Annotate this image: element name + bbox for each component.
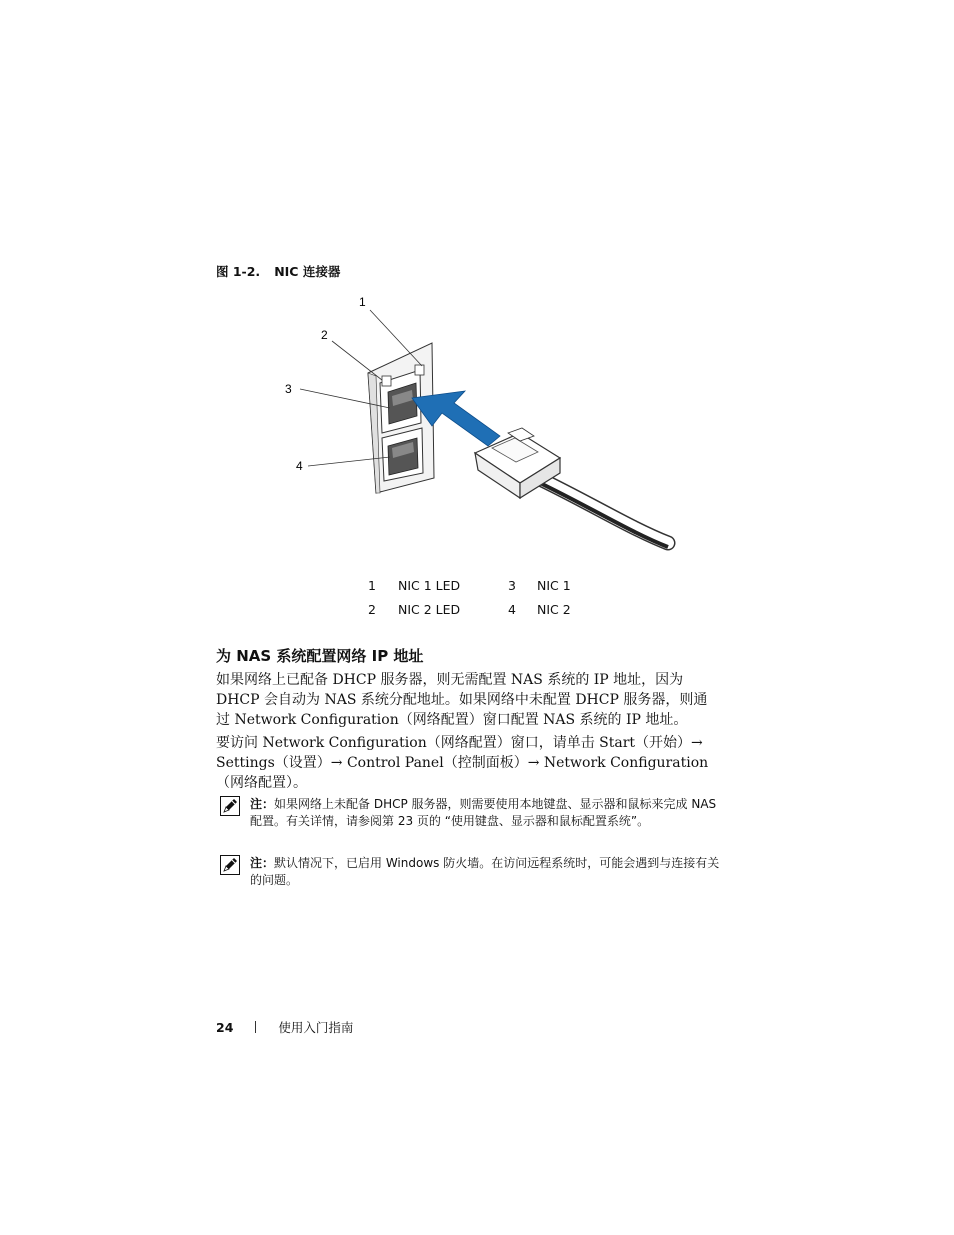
legend-row (360, 602, 620, 626)
legend-row (360, 578, 620, 602)
legend-number: 3 (508, 578, 516, 593)
figure-legend (360, 578, 620, 626)
note-text (250, 796, 720, 830)
page-number: 24 (216, 1020, 234, 1035)
paragraph-dhcp: 如果网络上已配备 DHCP 服务器，则无需配置 NAS 系统的 IP 地址，因为 DHCP 会自动为 NAS 系统分配地址。如果网络中未配置 DHCP 服务器，则通过 Network Configuration（网络配置）窗口配置 NAS 系统的 IP 地址。 (216, 672, 708, 728)
note-pencil-icon (220, 796, 240, 816)
paragraph-access-network-config: 要访问 Network Configuration（网络配置）窗口，请单击 Start（开始）→ Settings（设置）→ Control Panel（控制面板）→ Network Configuration（网络配置）。 (216, 735, 709, 791)
page-footer (216, 1018, 353, 1036)
callout-2: 2 (321, 328, 328, 342)
note-body: 默认情况下，已启用 Windows 防火墙。在访问远程系统时，可能会遇到与连接有关的问题。 (250, 856, 720, 887)
note-text (250, 855, 720, 889)
nic-connector-figure (270, 288, 690, 553)
footer-separator (255, 1021, 256, 1033)
note-body: 如果网络上未配备 DHCP 服务器，则需要使用本地键盘、显示器和鼠标来完成 NAS 配置。有关详情，请参阅第 23 页的 “使用键盘、显示器和鼠标配置系统”。 (250, 797, 717, 828)
figure-number: 图 1-2. (216, 264, 261, 279)
note-label: 注： (250, 797, 275, 811)
book-title: 使用入门指南 (278, 1020, 354, 1035)
note (216, 796, 716, 848)
note-label: 注： (250, 856, 275, 870)
note-pencil-icon (220, 855, 240, 875)
legend-number: 2 (368, 602, 376, 617)
legend-label: NIC 1 LED (398, 578, 461, 593)
figure-caption (216, 262, 340, 280)
callout-4: 4 (296, 459, 303, 473)
note (216, 855, 720, 891)
legend-label: NIC 1 (537, 578, 571, 593)
callout-3: 3 (285, 382, 292, 396)
legend-label: NIC 2 (537, 602, 571, 617)
legend-label: NIC 2 LED (398, 602, 461, 617)
section-heading: 为 NAS 系统配置网络 IP 地址 (216, 647, 424, 665)
legend-number: 4 (508, 602, 516, 617)
figure-title: NIC 连接器 (274, 264, 341, 279)
nic2-port (382, 428, 423, 481)
legend-number: 1 (368, 578, 376, 593)
nic1-led-right (415, 365, 424, 375)
nic1-led-left (382, 376, 391, 386)
callout-1: 1 (359, 295, 366, 309)
